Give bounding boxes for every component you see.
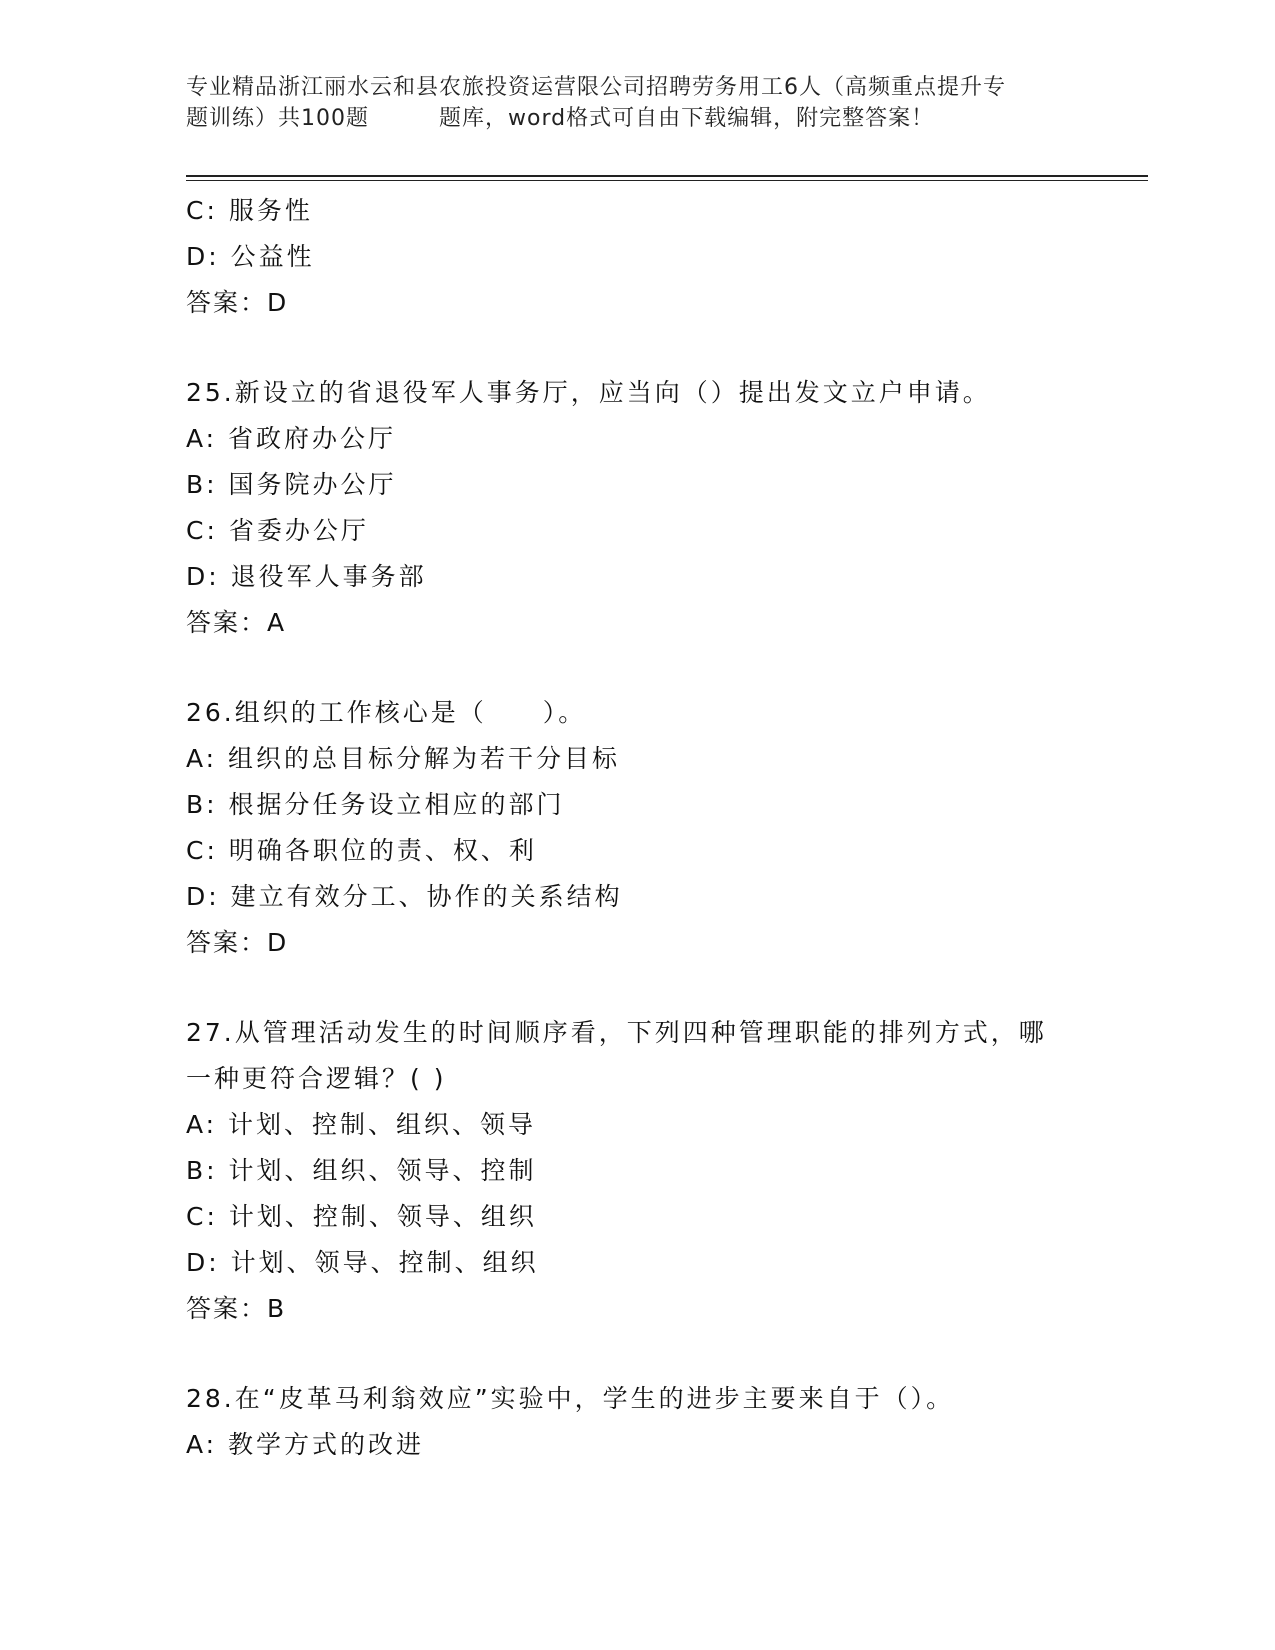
option-b: B: 根据分任务设立相应的部门 xyxy=(186,790,565,819)
question-fragment xyxy=(186,188,1086,326)
question-text-line-2: 一种更符合逻辑？( ) xyxy=(186,1064,447,1093)
option-a: A: 教学方式的改进 xyxy=(186,1430,425,1459)
document-body xyxy=(186,188,1086,1468)
option-a: A: 组织的总目标分解为若干分目标 xyxy=(186,744,621,773)
header-line-1: 专业精品浙江丽水云和县农旅投资运营限公司招聘劳务用工6人（高频重点提升专 xyxy=(186,75,1006,100)
option-c: C: 服务性 xyxy=(186,196,313,225)
option-a: A: 省政府办公厅 xyxy=(186,424,397,453)
question-text: 28.在“皮革马利翁效应”实验中，学生的进步主要来自于（）。 xyxy=(186,1384,955,1413)
question-text: 26.组织的工作核心是（ ）。 xyxy=(186,698,587,727)
option-c: C: 省委办公厅 xyxy=(186,516,369,545)
option-d: D: 建立有效分工、协作的关系结构 xyxy=(186,882,623,911)
option-c: C: 计划、控制、领导、组织 xyxy=(186,1202,537,1231)
question-text-line-1: 27.从管理活动发生的时间顺序看，下列四种管理职能的排列方式，哪 xyxy=(186,1018,1047,1047)
answer-line: 答案：A xyxy=(186,608,287,637)
question-text: 25.新设立的省退役军人事务厅，应当向（）提出发文立户申请。 xyxy=(186,378,991,407)
header-line-2-part-1: 题训练）共100题 xyxy=(186,106,369,131)
option-d: D: 退役军人事务部 xyxy=(186,562,427,591)
option-c: C: 明确各职位的责、权、利 xyxy=(186,836,537,865)
header-rule-thick xyxy=(186,175,1148,177)
header-rule-thin xyxy=(186,180,1148,181)
document-header xyxy=(186,72,1086,134)
header-line-2-part-2: 题库，word格式可自由下载编辑，附完整答案！ xyxy=(439,106,935,131)
option-a: A: 计划、控制、组织、领导 xyxy=(186,1110,537,1139)
answer-line: 答案：D xyxy=(186,928,289,957)
option-b: B: 国务院办公厅 xyxy=(186,470,397,499)
answer-line: 答案：B xyxy=(186,1294,287,1323)
option-d: D: 计划、领导、控制、组织 xyxy=(186,1248,539,1277)
question-26 xyxy=(186,690,1086,966)
header-line-2 xyxy=(186,103,1086,134)
answer-line: 答案：D xyxy=(186,288,289,317)
option-d: D: 公益性 xyxy=(186,242,315,271)
question-27 xyxy=(186,1010,1086,1332)
question-25 xyxy=(186,370,1086,646)
option-b: B: 计划、组织、领导、控制 xyxy=(186,1156,537,1185)
question-28 xyxy=(186,1376,1086,1468)
